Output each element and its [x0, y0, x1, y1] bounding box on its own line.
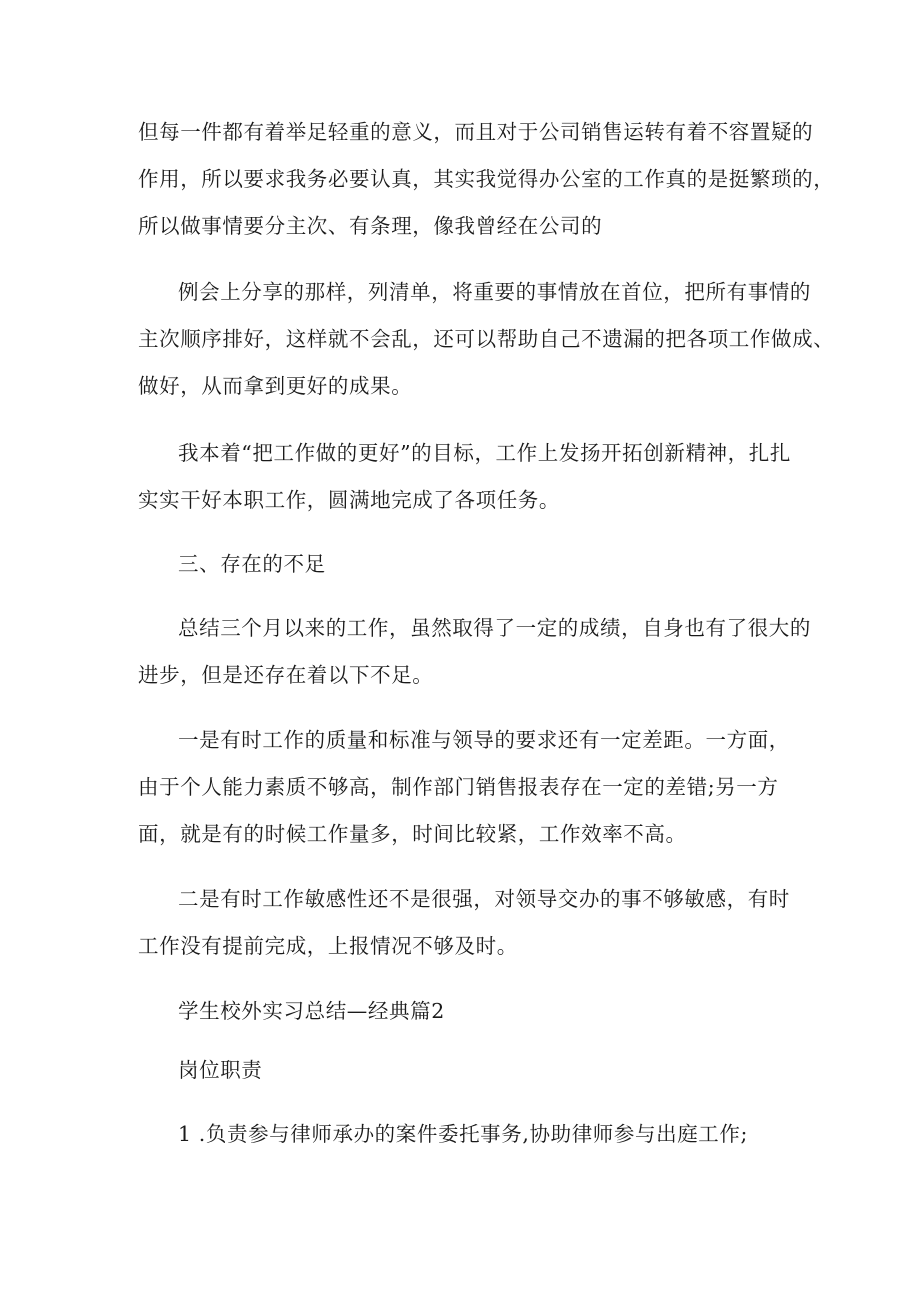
paragraph-3-line-2: 实实干好本职工作，圆满地完成了各项任务。	[138, 488, 560, 512]
section-heading: 三、存在的不足	[178, 552, 326, 576]
paragraph-6-line-1: 二是有时工作敏感性还不是很强，对领导交办的事不够敏感，有时	[178, 887, 790, 911]
subheading: 岗位职责	[178, 1058, 263, 1082]
paragraph-1-line-3: 所以做事情要分主次、有条理，像我曾经在公司的	[138, 214, 603, 238]
paragraph-1-line-2: 作用，所以要求我务必要认真，其实我觉得办公室的工作真的是挺繁琐的，	[138, 167, 835, 191]
article-title: 学生校外实习总结—经典篇2	[178, 999, 445, 1023]
list-item-1: 1 .负责参与律师承办的案件委托事务,协助律师参与出庭工作;	[178, 1122, 748, 1146]
paragraph-4-line-2: 进步，但是还存在着以下不足。	[138, 663, 434, 687]
paragraph-3-line-1: 我本着“把工作做的更好”的目标，工作上发扬开拓创新精神，扎扎	[178, 441, 791, 465]
paragraph-2-line-2: 主次顺序排好，这样就不会乱，还可以帮助自己不遗漏的把各项工作做成、	[138, 327, 835, 351]
paragraph-5-line-2: 由于个人能力素质不够高，制作部门销售报表存在一定的差错;另一方	[138, 775, 779, 799]
paragraph-4-line-1: 总结三个月以来的工作，虽然取得了一定的成绩，自身也有了很大的	[178, 616, 811, 640]
paragraph-5-line-3: 面，就是有的时候工作量多，时间比较紧，工作效率不高。	[138, 822, 687, 846]
paragraph-2-line-3: 做好，从而拿到更好的成果。	[138, 374, 413, 398]
paragraph-1-line-1: 但每一件都有着举足轻重的意义，而且对于公司销售运转有着不容置疑的	[138, 120, 814, 144]
paragraph-6-line-2: 工作没有提前完成，上报情况不够及时。	[138, 934, 518, 958]
paragraph-2-line-1: 例会上分享的那样，列清单，将重要的事情放在首位，把所有事情的	[178, 280, 811, 304]
paragraph-5-line-1: 一是有时工作的质量和标准与领导的要求还有一定差距。一方面，	[178, 728, 790, 752]
